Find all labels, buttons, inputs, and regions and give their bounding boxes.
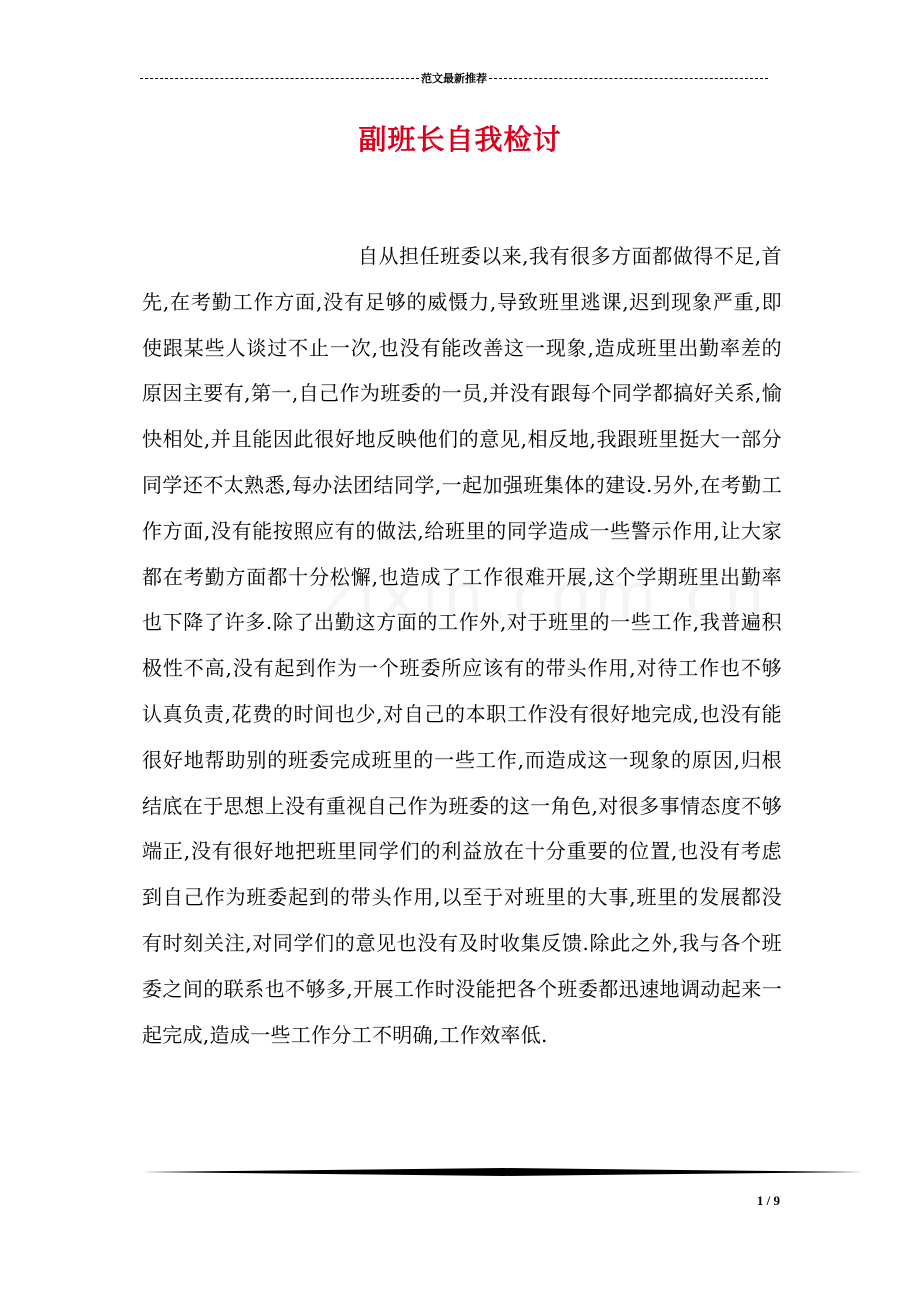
document-paragraph: 自从担任班委以来,我有很多方面都做得不足,首先,在考勤工作方面,没有足够的威慑力,导致班里逃课,迟到现象严重,即使跟某些人谈过不止一次,也没有能改善这一现象,造成班里出勤率差的原因主要有,第一,自己作为班委的一员,并没有跟每个同学都搞好关系,愉快相处,并且能因此很好地反映他们的意见,相反地,我跟班里挺大一部分同学还不太熟悉,每办法团结同学,一起加强班集体的建设.另外,在考勤工作方面,没有能按照应有的做法,给班里的同学造成一些警示作用,让大家都在考勤方面都十分松懈,也造成了工作很难开展,这个学期班里出勤率也下降了许多.除了出勤这方面的工作外,对于班里的一些工作,我普遍积极性不高,没有起到作为一个班委所应该有的带头作用,对待工作也不够认真负责,花费的时间也少,对自己的本职工作没有很好地完成,也没有能很好地帮助别的班委完成班里的一些工作,而造成这一现象的原因,归根结底在于思想上没有重视自己作为班委的这一角色,对很多事情态度不够端正,没有很好地把班里同学们的利益放在十分重要的位置,也没有考虑到自己作为班委起到的带头作用,以至于对班里的大事,班里的发展都没有时刻关注,对同学们的意见也没有及时收集反馈.除此之外,我与各个班委之间的联系也不够多,开展工作时没能把各个班委都迅速地调动起来一起完成,造成一些工作分工不明确,工作效率低.: [142, 244, 782, 1047]
document-title: 副班长自我检讨: [358, 123, 562, 156]
page-indicator: 1 / 9: [756, 1193, 780, 1208]
page-header: [140, 68, 768, 88]
header-label: 范文最新推荐: [421, 72, 487, 85]
footer-divider: [142, 1168, 864, 1176]
header-dash-left: [140, 78, 419, 79]
header-dash-right: [489, 78, 768, 79]
